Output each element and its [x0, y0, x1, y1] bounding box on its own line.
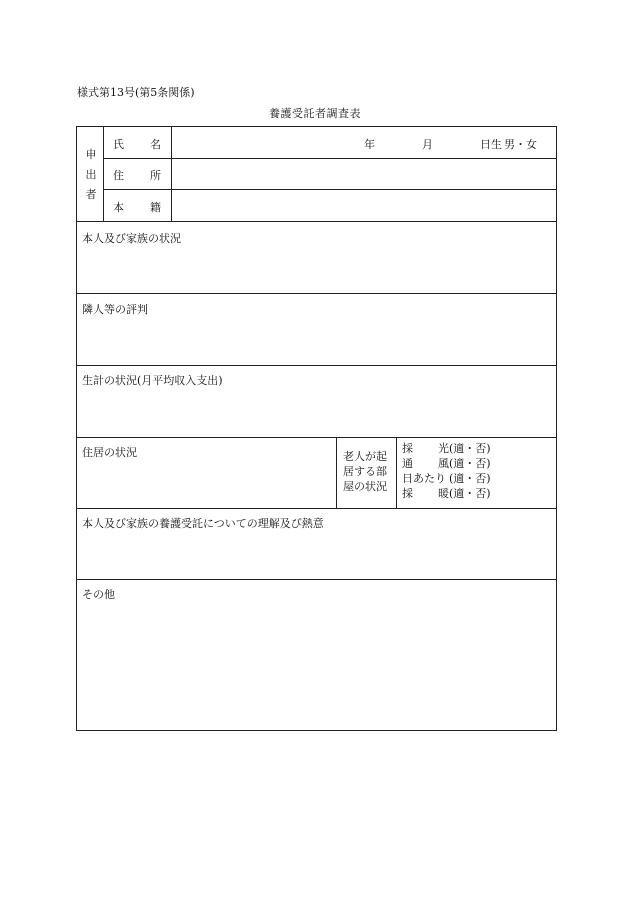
condition-lighting: 採 光 (適・否): [402, 442, 491, 455]
rule-neighbor-bottom: [77, 365, 557, 366]
domicile-label: 本 籍: [113, 201, 161, 214]
rule-housing-split: [336, 437, 337, 508]
livelihood-field[interactable]: [77, 389, 557, 437]
applicant-char-2: 出: [85, 168, 97, 181]
form-reference: 様式第13号(第5条関係): [77, 86, 195, 99]
understanding-field[interactable]: [77, 531, 557, 579]
gender-options: 男・女: [504, 138, 537, 151]
rule-applicant-bottom: [77, 221, 557, 222]
applicant-char-1: 申: [85, 148, 97, 161]
address-label: 住 所: [113, 169, 161, 182]
other-field[interactable]: [77, 603, 557, 730]
room-status-label: 老人が起 居する部 屋の状況: [343, 450, 387, 493]
understanding-label: 本人及び家族の養護受託についての理解及び熱意: [82, 517, 324, 530]
birth-year-label: 年: [364, 138, 375, 151]
rule-family-bottom: [77, 293, 557, 294]
rule-livelihood-bottom: [77, 437, 557, 438]
family-status-field[interactable]: [77, 245, 557, 293]
applicant-group-label: [84, 145, 98, 205]
family-status-label: 本人及び家族の状況: [82, 232, 181, 245]
birth-day-label: 日生: [480, 138, 502, 151]
condition-ventilation: 通 風 (適・否): [402, 457, 491, 470]
address-field[interactable]: [172, 159, 557, 189]
page-title: 養護受託者調査表: [269, 107, 361, 120]
domicile-field[interactable]: [172, 190, 557, 221]
name-field[interactable]: [172, 127, 352, 158]
rule-understanding-bottom: [77, 579, 557, 580]
name-label: 氏 名: [113, 138, 161, 151]
neighbor-reputation-field[interactable]: [77, 317, 557, 365]
condition-heating: 採 暖 (適・否): [402, 487, 491, 500]
rule-applicant-group: [103, 127, 104, 221]
birth-month-label: 月: [422, 138, 433, 151]
rule-housing-bottom: [77, 508, 557, 509]
housing-field[interactable]: [77, 460, 336, 508]
room-conditions: [402, 441, 491, 501]
condition-sunlight: 日あたり (適・否): [402, 472, 491, 485]
neighbor-reputation-label: 隣人等の評判: [82, 303, 148, 316]
applicant-char-3: 者: [85, 188, 97, 201]
survey-form-table: [76, 126, 557, 731]
livelihood-label: 生計の状況(月平均収入支出): [82, 374, 223, 387]
rule-room-split: [396, 437, 397, 508]
housing-label: 住居の状況: [82, 446, 137, 459]
other-label: その他: [82, 588, 115, 601]
